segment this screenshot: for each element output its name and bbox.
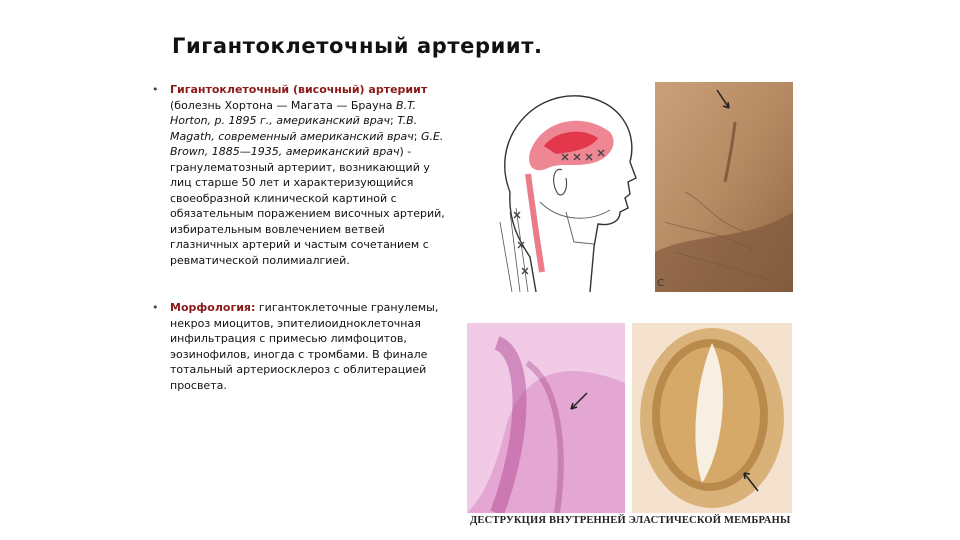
definition-text-b: ; bbox=[389, 114, 398, 127]
histology-caption: ДЕСТРУКЦИЯ ВНУТРЕННЕЙ ЭЛАСТИЧЕСКОЙ МЕМБРАНЫ bbox=[470, 515, 791, 526]
bullet-dot-icon: • bbox=[152, 83, 159, 96]
definition-italic-b: T.B. Magath, современный американский врач bbox=[170, 114, 418, 143]
head-pain-illustration bbox=[470, 82, 650, 292]
histology-elastic-image bbox=[632, 323, 792, 513]
morphology-text: гигантоклеточные гранулемы, некроз миоцитов, эпителиоидноклеточная инфильтрация с примесью лимфоцитов, эозинофилов, иногда с тромбами. В финале тотальный артериосклероз с облитерацией просвета. bbox=[170, 301, 439, 392]
definition-italic-a: B.T. Horton, р. 1895 г., американский врач bbox=[170, 98, 417, 127]
temporal-photo-image bbox=[655, 82, 793, 292]
definition-heading: Гигантоклеточный (височный) артериит bbox=[170, 83, 428, 96]
histology-he-image bbox=[467, 323, 625, 513]
figure-label-c: C bbox=[657, 278, 664, 289]
elastic-stain-illustration bbox=[632, 323, 792, 513]
temporal-artery-photo bbox=[655, 82, 793, 292]
definition-text-c: ; bbox=[413, 129, 421, 143]
he-stain-illustration bbox=[467, 323, 625, 513]
bullet-morphology bbox=[152, 300, 452, 393]
definition-text-d: ) - гранулематозный артериит, возникающий у лиц старше 50 лет и характеризующийся своеобразной клинической картиной с обязательным поражением височных артерий, избирательным вовлечением ветвей глазничных артерий и частым сочетанием с ревматической полимиалгией. bbox=[170, 145, 445, 267]
definition-italic-c: G.E. Brown, 1885—1935, американский врач bbox=[170, 129, 444, 158]
bullet-dot-icon: • bbox=[152, 301, 159, 314]
slide-title: Гигантоклеточный артериит. bbox=[172, 34, 543, 58]
head-pain-diagram bbox=[470, 82, 650, 292]
bullet-definition bbox=[152, 82, 452, 268]
morphology-heading: Морфология: bbox=[170, 301, 256, 314]
text-column bbox=[152, 82, 452, 393]
definition-text-a: (болезнь Хортона — Магата — Брауна bbox=[170, 98, 397, 112]
